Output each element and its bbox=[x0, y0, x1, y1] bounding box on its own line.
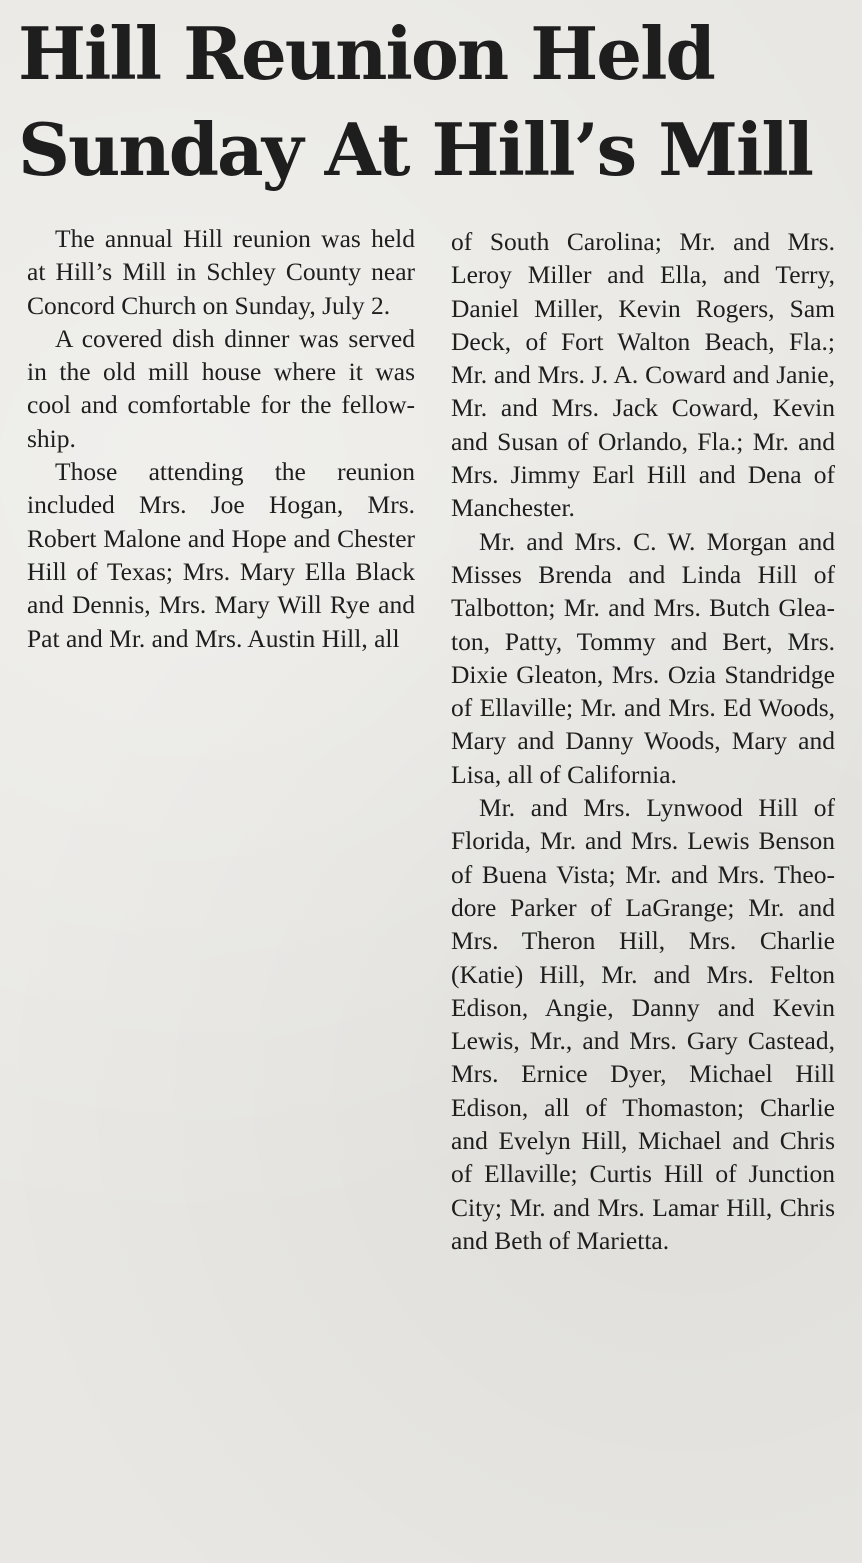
headline bbox=[18, 6, 858, 198]
paragraph-attendees-2: Mr. and Mrs. C. W. Morgan and Misses Brenda and Linda Hill of Talbotton; Mr. and Mrs. Butch Gleaton, Patty, Tommy and Bert, Mrs. Dixie Gleaton, Mrs. Ozia Standridge of Ellaville; Mr. and Mrs. Ed Woods, Mary and Danny Woods, Mary and Lisa, all of California. bbox=[451, 526, 835, 789]
paragraph-attendees-continued: of South Carolina; Mr. and Mrs. Leroy Miller and Ella, and Terry, Daniel Miller, Kevin Rogers, Sam Deck, of Fort Walton Beach, Fla.; Mr. and Mrs. J. A. Coward and Janie, Mr. and Mrs. Jack Coward, Kevin and Susan of Orlando, Fla.; Mr. and Mrs. Jimmy Earl Hill and Dena of Manchester. bbox=[451, 227, 835, 523]
headline-line-1: Hill Reunion Held bbox=[18, 11, 714, 96]
paragraph-intro: The annual Hill reunion was held at Hill’s Mill in Schley County near Concord Church on Sunday, July 2. bbox=[27, 224, 415, 320]
paragraph-dinner: A covered dish dinner was served in the old mill house where it was cool and comfortable for the fellowship. bbox=[27, 323, 415, 453]
paragraph-attendees-3: Mr. and Mrs. Lynwood Hill of Florida, Mr. and Mrs. Lewis Benson of Buena Vista; Mr. and Mrs. Theodore Parker of LaGrange; Mr. and Mrs. Theron Hill, Mrs. Charlie (Katie) Hill, Mr. and Mrs. Felton Edison, Angie, Danny and Kevin Lewis, Mr., and Mrs. Gary Castead, Mrs. Ernice Dyer, Michael Hill Edison, all of Thomaston; Charlie and Evelyn Hill, Michael and Chris of Ellaville; Curtis Hill of Junction City; Mr. and Mrs. Lamar Hill, Chris and Beth of Marietta. bbox=[451, 793, 835, 1255]
right-column bbox=[451, 225, 835, 1257]
paragraph-attendees: Those attending the reunion included Mrs. Joe Hogan, Mrs. Robert Malone and Hope and Chester Hill of Texas; Mrs. Mary Ella Black and Dennis, Mrs. Mary Will Rye and Pat and Mr. and Mrs. Austin Hill, all bbox=[27, 457, 415, 653]
headline-line-2: Sunday At Hill’s Mill bbox=[18, 107, 813, 192]
left-column bbox=[27, 222, 415, 655]
